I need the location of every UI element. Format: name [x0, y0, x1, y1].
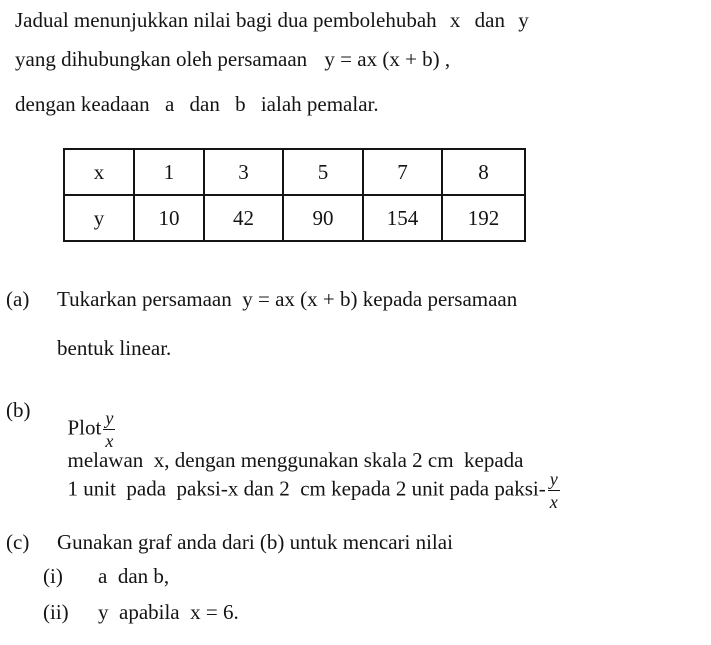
intro-line-3	[15, 94, 379, 115]
part-c-i-text: a dan b,	[98, 564, 170, 588]
table-cell: 10	[134, 195, 204, 241]
part-b-label: (b)	[6, 398, 31, 422]
fraction-denominator: x	[549, 492, 558, 512]
table-cell: 90	[283, 195, 363, 241]
intro-line-3-dan: dan	[189, 92, 220, 116]
intro-line-1-text: Jadual menunjukkan nilai bagi dua pembolehubah	[15, 8, 437, 32]
table-cell: 192	[442, 195, 525, 241]
variable-a: a	[164, 92, 175, 116]
variable-y: y	[518, 8, 529, 32]
table-cell: 8	[442, 149, 525, 195]
part-c-line-1: Gunakan graf anda dari (b) untuk mencari nilai	[57, 530, 453, 554]
variable-b: b	[235, 92, 246, 116]
table-cell: y	[64, 195, 134, 241]
part-a-label: (a)	[6, 287, 30, 311]
part-b-line-2-text: 1 unit pada paksi-x dan 2 cm kepada 2 unit pada paksi-	[67, 476, 546, 501]
table-cell: 5	[283, 149, 363, 195]
fraction-denominator: x	[105, 431, 114, 451]
table-cell: 154	[363, 195, 442, 241]
equation: y = ax (x + b) ,	[324, 47, 451, 71]
intro-line-1	[15, 10, 532, 31]
y-over-x-fraction	[103, 409, 115, 450]
plot-word: Plot	[67, 415, 102, 440]
part-b-line-2	[57, 449, 562, 511]
table-cell: 1	[134, 149, 204, 195]
table-row	[64, 195, 525, 241]
part-c-ii-label: (ii)	[43, 600, 69, 624]
table-cell: 42	[204, 195, 283, 241]
table-cell: 3	[204, 149, 283, 195]
intro-line-2	[15, 49, 450, 70]
table-row	[64, 149, 525, 195]
part-a-line-1: Tukarkan persamaan y = ax (x + b) kepada persamaan	[57, 287, 518, 311]
part-c-ii-text: y apabila x = 6.	[98, 600, 239, 624]
y-over-x-fraction	[548, 470, 560, 511]
intro-line-3-text: dengan keadaan	[15, 92, 150, 116]
part-c-i-label: (i)	[43, 564, 63, 588]
part-a-line-2: bentuk linear.	[57, 336, 172, 360]
intro-line-3-end: ialah pemalar.	[260, 92, 379, 116]
variable-x: x	[449, 8, 461, 32]
intro-dan: dan	[474, 8, 505, 32]
fraction-numerator: y	[105, 408, 114, 428]
part-c-label: (c)	[6, 530, 30, 554]
table-cell: 7	[363, 149, 442, 195]
intro-line-2-text: yang dihubungkan oleh persamaan	[15, 47, 308, 71]
fraction-numerator: y	[549, 469, 558, 489]
table-cell: x	[64, 149, 134, 195]
part-b-line-1-text: melawan x, dengan menggunakan skala 2 cm kepada	[67, 448, 524, 472]
data-table	[63, 148, 526, 242]
